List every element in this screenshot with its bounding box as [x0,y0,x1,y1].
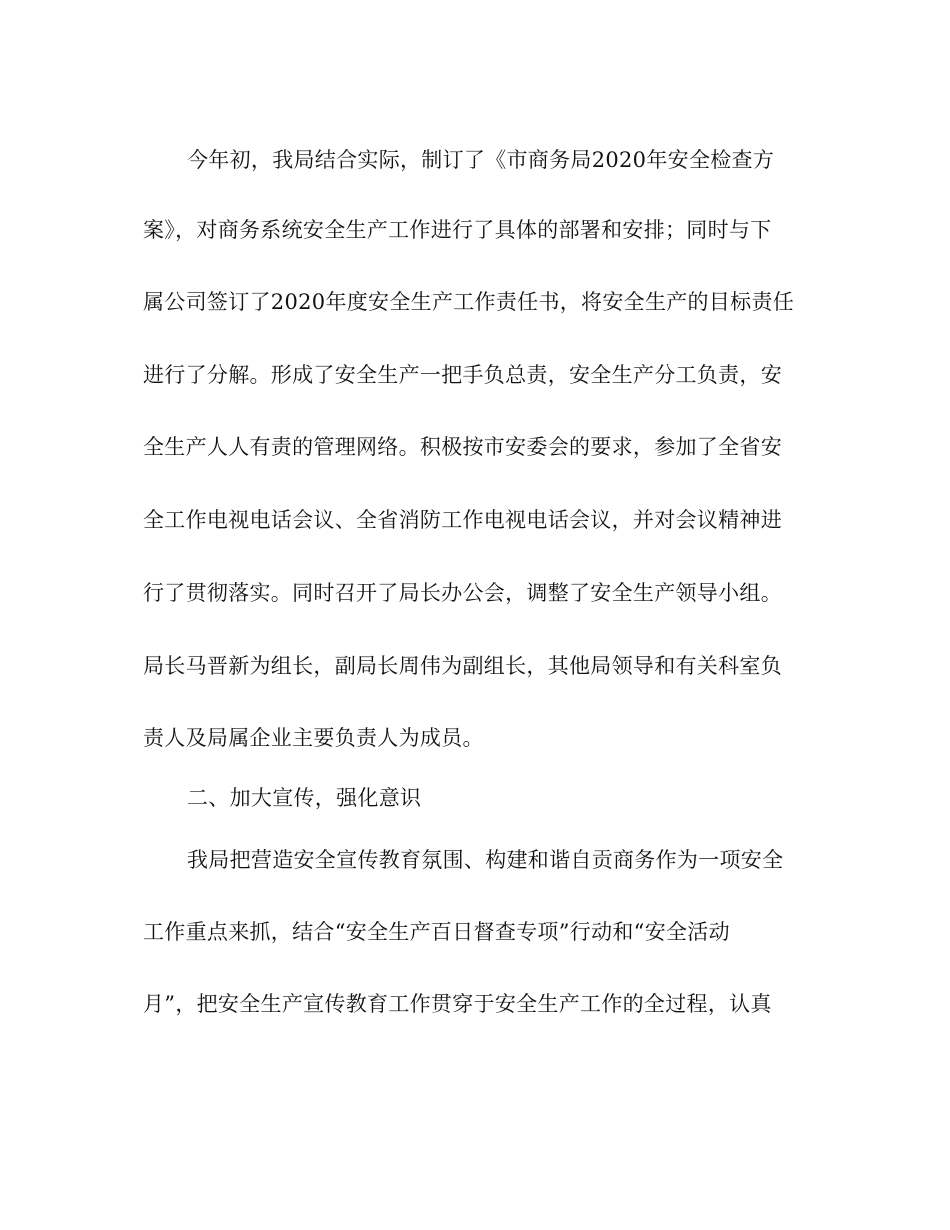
paragraph-line: 今年初，我局结合实际，制订了《市商务局2020年安全检查方 [187,148,775,172]
paragraph-line: 案》，对商务系统安全生产工作进行了具体的部署和安排；同时与下 [143,218,772,242]
paragraph-line: 我局把营造安全宣传教育氛围、构建和谐自贡商务作为一项安全 [187,848,784,872]
paragraph-line: 月”，把安全生产宣传教育工作贯穿于安全生产工作的全过程，认真 [143,992,772,1016]
paragraph-line: 工作重点来抓，结合“安全生产百日督查专项”行动和“安全活动 [143,920,730,944]
paragraph-line: 属公司签订了2020年度安全生产工作责任书，将安全生产的目标责任 [143,290,795,314]
paragraph-line: 责人及局属企业主要负责人为成员。 [143,726,484,750]
paragraph-line: 全生产人人有责的管理网络。积极按市安委会的要求，参加了全省安 [143,435,782,459]
paragraph-line: 局长马晋新为组长，副局长周伟为副组长，其他局领导和有关科室负 [143,654,782,678]
paragraph-line: 行了贯彻落实。同时召开了局长办公会，调整了安全生产领导小组。 [143,581,782,605]
paragraph-line: 全工作电视电话会议、全省消防工作电视电话会议，并对会议精神进 [143,508,782,532]
paragraph-line: 进行了分解。形成了安全生产一把手负总责，安全生产分工负责，安 [143,363,782,387]
section-heading: 二、加大宣传，强化意识 [187,786,422,810]
